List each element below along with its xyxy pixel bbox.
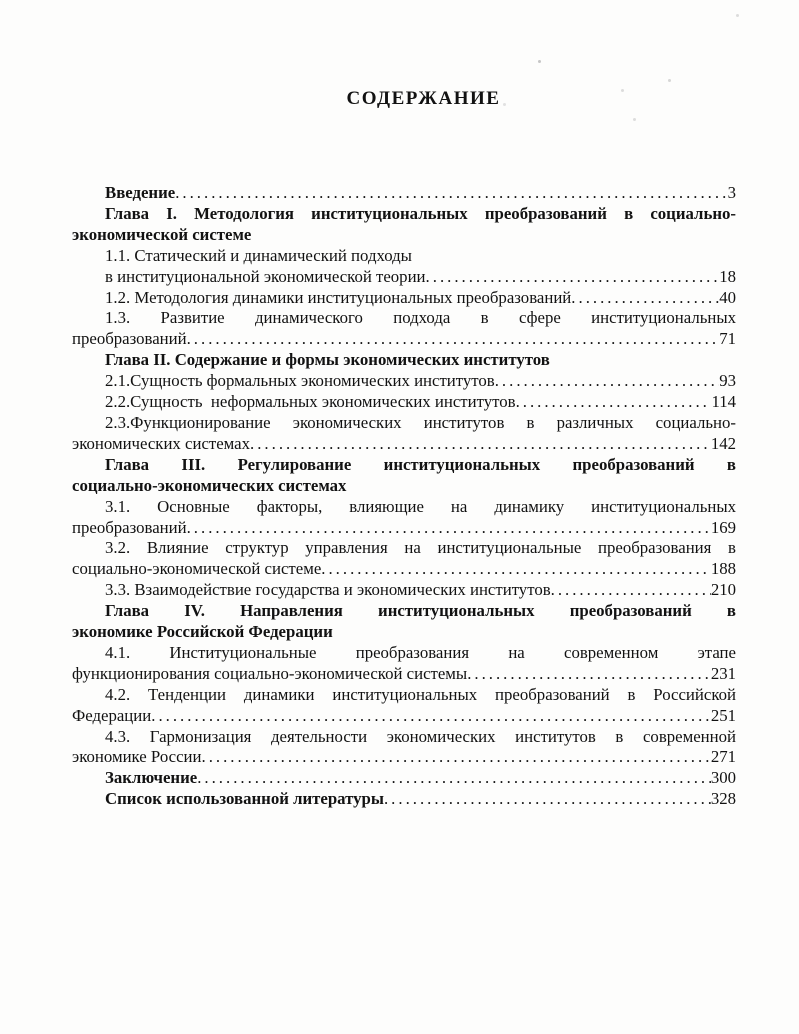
toc-entry-text: в институциональной экономической теории: [105, 266, 426, 286]
dot-leader: [516, 392, 712, 413]
dot-leader: [571, 288, 719, 309]
toc-line: [72, 685, 736, 706]
scan-speck: [736, 14, 739, 17]
toc-entry-text: 4.3. Гармонизация деятельности экономических институтов в современной: [105, 726, 736, 746]
toc-entry-text: социально-экономических системах: [72, 475, 347, 495]
toc-line: [72, 392, 736, 413]
toc-line: [72, 622, 736, 643]
dot-leader: [551, 580, 711, 601]
page-number: 18: [719, 266, 736, 286]
toc-entry-text: 1.1. Статический и динамический подходы: [105, 245, 412, 265]
dot-leader: [187, 329, 720, 350]
toc-entry-text: Глава III. Регулирование институциональных преобразований в: [105, 454, 736, 474]
toc-line: [72, 601, 736, 622]
toc-line: [72, 204, 736, 225]
page-number: 251: [710, 705, 736, 725]
page-number: 210: [710, 580, 736, 600]
toc-entry-text: 3.2. Влияние структур управления на институциональные преобразования в: [105, 538, 736, 558]
toc-entry-text: преобразований: [72, 517, 187, 537]
page-number: 114: [711, 392, 736, 412]
scan-speck: [668, 79, 671, 82]
dot-leader: [426, 267, 720, 288]
dot-leader: [250, 434, 711, 455]
toc-line: [72, 288, 736, 309]
toc-line: [72, 329, 736, 350]
toc-entry-text: экономике России: [72, 747, 202, 767]
toc-line: [72, 580, 736, 601]
page-title: СОДЕРЖАНИЕ: [346, 88, 501, 109]
toc-entry-text: функционирования социально-экономической системы: [72, 663, 468, 683]
dot-leader: [384, 789, 711, 810]
dot-leader: [495, 371, 719, 392]
toc-line: [72, 308, 736, 329]
toc-entry-text: преобразований: [72, 329, 187, 349]
toc-entry-text: Глава II. Содержание и формы экономических институтов: [105, 350, 550, 370]
toc-entry-text: 2.1.Сущность формальных экономических институтов: [105, 371, 495, 391]
toc-entry-text: Глава IV. Направления институциональных преобразований в: [105, 601, 736, 621]
toc-line: [72, 664, 736, 685]
toc-line: [72, 768, 736, 789]
scan-speck: [538, 60, 541, 63]
toc-entry-text: 4.1. Институциональные преобразования на современном этапе: [105, 642, 736, 662]
toc-entry-text: Введение: [105, 183, 176, 202]
toc-entry-text: 3.3. Взаимодействие государства и экономических институтов: [105, 580, 551, 600]
toc-line: [72, 267, 736, 288]
toc-line: [72, 371, 736, 392]
toc-line: [72, 643, 736, 664]
page-number: 93: [719, 371, 736, 391]
toc-line: [72, 538, 736, 559]
page-number: 3: [727, 183, 736, 202]
toc-line: [72, 476, 736, 497]
toc-entry-text: Федерации: [72, 705, 152, 725]
dot-leader: [197, 768, 711, 789]
toc-line: [72, 246, 736, 267]
toc-line: [72, 183, 736, 204]
page-number: 142: [710, 433, 736, 453]
toc-entry-text: 1.2. Методология динамики институциональных преобразований: [105, 287, 572, 307]
toc-line: [72, 350, 736, 371]
toc-entry-text: 1.3. Развитие динамического подхода в сфере институциональных: [105, 308, 736, 328]
dot-leader: [202, 747, 711, 768]
toc-line: [72, 225, 736, 246]
toc-entry-text: 2.2.Сущность неформальных экономических институтов: [105, 392, 516, 412]
dot-leader: [321, 559, 711, 580]
page-number: 231: [710, 663, 736, 683]
toc-line: [72, 727, 736, 748]
toc-entry-text: Заключение: [105, 768, 198, 788]
toc-line: [72, 413, 736, 434]
toc-line: [72, 497, 736, 518]
scan-speck: [633, 118, 636, 121]
toc-line: [72, 559, 736, 580]
page-number: 71: [719, 329, 736, 349]
table-of-contents: [72, 183, 736, 810]
page-number: 169: [710, 517, 736, 537]
page-number: 40: [719, 287, 736, 307]
dot-leader: [151, 706, 711, 727]
page-number: 271: [710, 747, 736, 767]
toc-line: [72, 518, 736, 539]
scan-speck: [503, 103, 506, 106]
dot-leader: [187, 518, 711, 539]
page-number: 188: [710, 559, 736, 579]
toc-entry-text: 2.3.Функционирование экономических институтов в различных социально-: [105, 412, 736, 432]
page-number: 300: [710, 768, 736, 788]
toc-line: [72, 789, 736, 810]
toc-entry-text: 3.1. Основные факторы, влияющие на динамику институциональных: [105, 496, 736, 516]
toc-entry-text: Глава I. Методология институциональных преобразований в социально-: [105, 203, 736, 223]
toc-entry-text: экономических системах: [72, 433, 251, 453]
toc-entry-text: 4.2. Тенденции динамики институциональных преобразований в Российской: [105, 684, 736, 704]
toc-line: [72, 706, 736, 727]
dot-leader: [175, 183, 727, 204]
page-number: 328: [710, 789, 736, 809]
toc-line: [72, 434, 736, 455]
toc-entry-text: экономике Российской Федерации: [72, 622, 333, 642]
toc-entry-text: социально-экономической системе: [72, 559, 322, 579]
toc-line: [72, 455, 736, 476]
dot-leader: [467, 664, 711, 685]
scan-speck: [621, 89, 624, 92]
toc-entry-text: Список использованной литературы: [105, 789, 384, 809]
toc-entry-text: экономической системе: [72, 224, 252, 244]
toc-line: [72, 747, 736, 768]
